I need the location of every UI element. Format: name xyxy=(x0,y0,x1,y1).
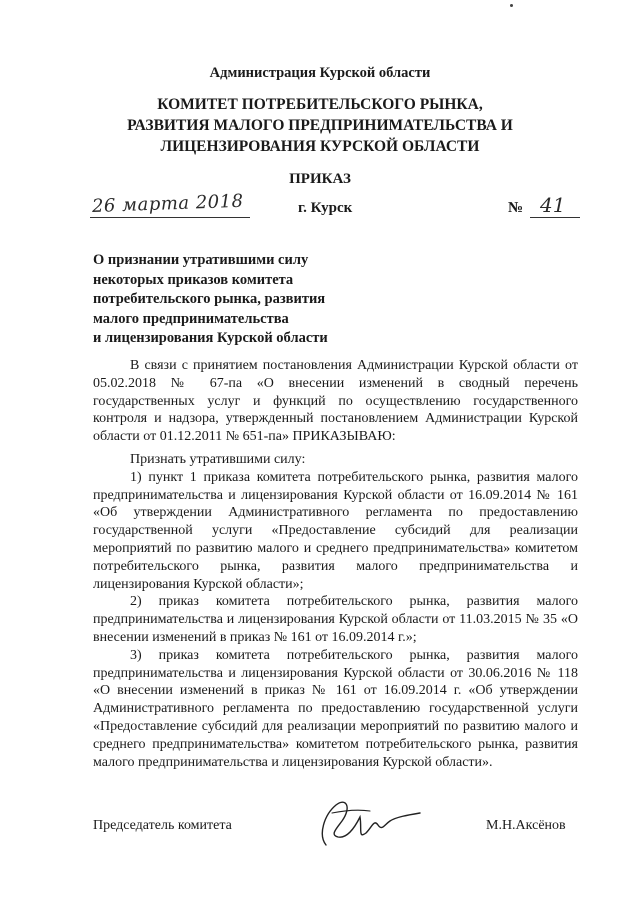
subject-line: некоторых приказов комитета xyxy=(93,271,294,288)
signer-title: Председатель комитета xyxy=(93,818,232,833)
order-item-3: 3) приказ комитета потребительского рынка, развития малого предпринимательства и лицензирования Курской области от 30.06.2016 № 118 «О внесении изменений в приказ № 161 от 16.09.2014 г. «Об утверждении Административного регламента по предоставлению государственной услуги «Предоставление субсидий для реализации мероприятий по развитию малого и среднего предпринимательства» комитетом потребительского рынка, развития малого предпринимательства и лицензирования Курской области». xyxy=(93,647,578,770)
order-item-2: 2) приказ комитета потребительского рынка, развития малого предпринимательства и лицензирования Курской области от 11.03.2015 № 35 «О внесении изменений в приказ № 161 от 16.09.2014 г.»; xyxy=(93,594,578,645)
subject-line: О признании утратившими силу xyxy=(93,252,309,268)
scan-speck xyxy=(510,4,513,7)
committee-line: РАЗВИТИЯ МАЛОГО ПРЕДПРИНИМАТЕЛЬСТВА И xyxy=(127,117,513,134)
committee-line: ЛИЦЕНЗИРОВАНИЯ КУРСКОЙ ОБЛАСТИ xyxy=(160,138,480,155)
subject-line: потребительского рынка, развития xyxy=(93,291,326,307)
subject-line: и лицензирования Курской области xyxy=(93,330,328,346)
committee-heading xyxy=(0,94,640,157)
city-label: г. Курск xyxy=(298,200,353,216)
document-type: ПРИКАЗ xyxy=(289,171,351,187)
number-underline xyxy=(530,217,580,218)
number-label: № xyxy=(508,200,524,216)
handwritten-date: 26 марта 2018 xyxy=(91,190,244,217)
handwritten-number: 41 xyxy=(540,193,566,217)
administration-heading: Администрация Курской области xyxy=(209,65,431,81)
order-subject xyxy=(93,251,328,349)
preamble-paragraph: В связи с принятием постановления Администрации Курской области от 05.02.2018 № 67-па «О внесении изменений в сводный перечень государственных услуг и функций по осуществлению государственного контроля и надзора, утвержденный постановлением Администрации Курской области от 01.12.2011 № 651-па» ПРИКАЗЫВАЮ: xyxy=(93,358,578,445)
committee-line: КОМИТЕТ ПОТРЕБИТЕЛЬСКОГО РЫНКА, xyxy=(157,96,483,113)
subject-line: малого предпринимательства xyxy=(93,310,289,327)
order-item-1: 1) пункт 1 приказа комитета потребительского рынка, развития малого предпринимательства и лицензирования Курской области от 16.09.2014 № 161 «Об утверждении Административного регламента по предоставлению государственной услуги «Предоставление субсидий для реализации мероприятий по развитию малого и среднего предпринимательства» комитетом потребительского рынка, развития малого предпринимательства и лицензирования Курской области»; xyxy=(93,469,578,592)
date-underline xyxy=(90,217,250,218)
signer-name: М.Н.Аксёнов xyxy=(486,818,566,833)
order-body xyxy=(93,357,578,771)
handwritten-signature xyxy=(312,795,422,855)
intro-paragraph: Признать утратившими силу: xyxy=(130,451,306,467)
